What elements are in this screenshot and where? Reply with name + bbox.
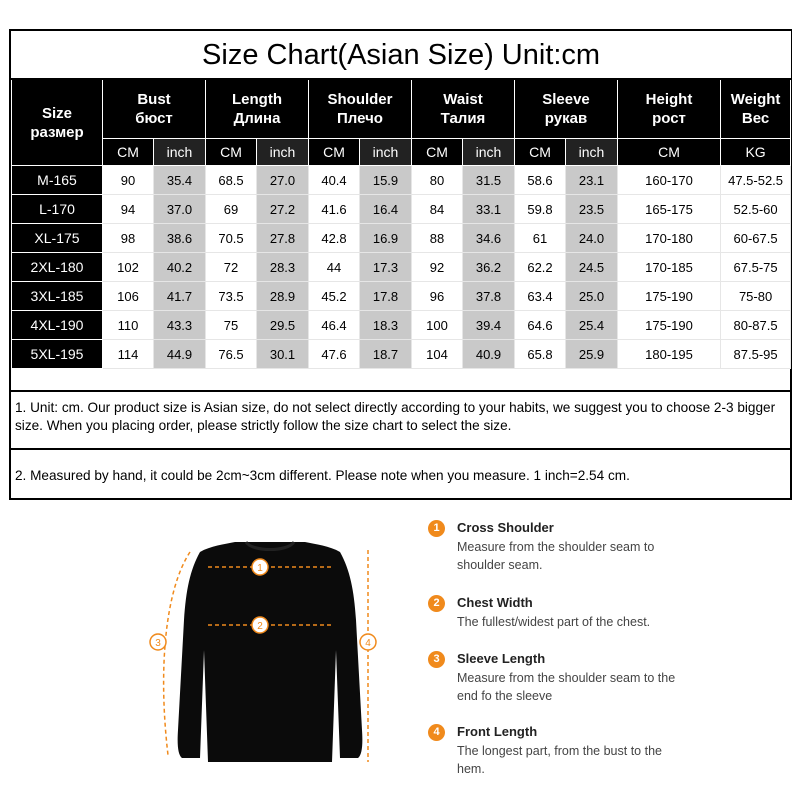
table-cell: 80 bbox=[412, 166, 463, 195]
table-cell: 46.4 bbox=[309, 311, 360, 340]
table-cell: 104 bbox=[412, 340, 463, 369]
column-header-sleeve: Sleeve рукав bbox=[515, 79, 618, 139]
table-row bbox=[12, 166, 791, 195]
table-cell-inch: 28.9 bbox=[257, 282, 309, 311]
table-cell: 170-180 bbox=[618, 224, 721, 253]
marker-1 bbox=[252, 559, 268, 575]
table-cell-inch: 24.0 bbox=[566, 224, 618, 253]
table-cell: 69 bbox=[206, 195, 257, 224]
table-cell: 59.8 bbox=[515, 195, 566, 224]
legend-description: Measure from the shoulder seam to the end fo the sleeve bbox=[457, 671, 676, 703]
table-cell: 106 bbox=[103, 282, 154, 311]
header-row bbox=[12, 79, 791, 139]
table-cell: 75 bbox=[206, 311, 257, 340]
table-cell: 70.5 bbox=[206, 224, 257, 253]
unit-cell: inch bbox=[154, 139, 206, 166]
table-cell: 52.5-60 bbox=[721, 195, 791, 224]
table-cell-inch: 41.7 bbox=[154, 282, 206, 311]
legend-title: Cross Shoulder bbox=[457, 520, 554, 535]
unit-cell: CM bbox=[412, 139, 463, 166]
size-chart bbox=[9, 29, 792, 500]
table-cell-inch: 23.1 bbox=[566, 166, 618, 195]
size-label: 2XL-180 bbox=[12, 253, 103, 282]
svg-text:3: 3 bbox=[155, 638, 161, 649]
unit-cell: inch bbox=[360, 139, 412, 166]
table-body bbox=[12, 166, 791, 369]
table-cell: 42.8 bbox=[309, 224, 360, 253]
table-cell: 114 bbox=[103, 340, 154, 369]
table-cell-inch: 34.6 bbox=[463, 224, 515, 253]
table-cell-inch: 17.8 bbox=[360, 282, 412, 311]
table-cell-inch: 28.3 bbox=[257, 253, 309, 282]
table-cell-inch: 27.0 bbox=[257, 166, 309, 195]
unit-cell: CM bbox=[618, 139, 721, 166]
table-cell-inch: 30.1 bbox=[257, 340, 309, 369]
table-cell-inch: 16.4 bbox=[360, 195, 412, 224]
table-cell: 94 bbox=[103, 195, 154, 224]
table-cell: 84 bbox=[412, 195, 463, 224]
table-cell-inch: 36.2 bbox=[463, 253, 515, 282]
column-header-weight: Weight Вес bbox=[721, 79, 791, 139]
table-cell: 100 bbox=[412, 311, 463, 340]
marker-2 bbox=[252, 617, 268, 633]
table-cell: 102 bbox=[103, 253, 154, 282]
table-row bbox=[12, 224, 791, 253]
table-cell: 61 bbox=[515, 224, 566, 253]
table-cell-inch: 24.5 bbox=[566, 253, 618, 282]
unit-cell: CM bbox=[515, 139, 566, 166]
unit-row bbox=[12, 139, 791, 166]
table-cell-inch: 18.7 bbox=[360, 340, 412, 369]
table-cell: 72 bbox=[206, 253, 257, 282]
table-cell-inch: 35.4 bbox=[154, 166, 206, 195]
table-cell-inch: 44.9 bbox=[154, 340, 206, 369]
legend-title: Front Length bbox=[457, 724, 538, 739]
table-cell-inch: 37.8 bbox=[463, 282, 515, 311]
svg-text:1: 1 bbox=[257, 563, 263, 574]
legend-number: 4 bbox=[428, 724, 445, 741]
marker-3 bbox=[150, 634, 166, 650]
column-header-bust: Bust бюст bbox=[103, 79, 206, 139]
table-cell: 60-67.5 bbox=[721, 224, 791, 253]
table-cell: 67.5-75 bbox=[721, 253, 791, 282]
table-cell-inch: 37.0 bbox=[154, 195, 206, 224]
size-label: 5XL-195 bbox=[12, 340, 103, 369]
size-label: XL-175 bbox=[12, 224, 103, 253]
table-cell: 73.5 bbox=[206, 282, 257, 311]
legend-description: Measure from the shoulder seam to shoulder seam. bbox=[457, 540, 655, 572]
unit-cell: inch bbox=[257, 139, 309, 166]
table-cell: 64.6 bbox=[515, 311, 566, 340]
sweater-illustration bbox=[140, 530, 400, 790]
table-cell-inch: 31.5 bbox=[463, 166, 515, 195]
unit-cell: CM bbox=[206, 139, 257, 166]
table-cell: 40.4 bbox=[309, 166, 360, 195]
size-label: 4XL-190 bbox=[12, 311, 103, 340]
table-cell-inch: 23.5 bbox=[566, 195, 618, 224]
note-measurement: 2. Measured by hand, it could be 2cm~3cm different. Please note when you measure. 1 inch=2.54 cm. bbox=[11, 448, 790, 498]
svg-text:2: 2 bbox=[257, 621, 263, 632]
table-cell: 90 bbox=[103, 166, 154, 195]
note-unit: 1. Unit: cm. Our product size is Asian size, do not select directly according to your habits, we suggest you to choose 2-3 bigger size. When you placing order, please strictly follow the size chart to select the size. bbox=[11, 390, 790, 448]
unit-cell: CM bbox=[103, 139, 154, 166]
chart-title: Size Chart(Asian Size) Unit:cm bbox=[12, 32, 791, 80]
table-cell: 98 bbox=[103, 224, 154, 253]
table-cell: 170-185 bbox=[618, 253, 721, 282]
column-header-height: Height рост bbox=[618, 79, 721, 139]
sweater-figure bbox=[140, 530, 400, 790]
unit-cell: CM bbox=[309, 139, 360, 166]
table-cell-inch: 15.9 bbox=[360, 166, 412, 195]
table-cell: 45.2 bbox=[309, 282, 360, 311]
table-row bbox=[12, 195, 791, 224]
table-cell-inch: 40.2 bbox=[154, 253, 206, 282]
svg-text:4: 4 bbox=[365, 638, 371, 649]
table-cell: 175-190 bbox=[618, 282, 721, 311]
column-header-shoulder: Shoulder Плечо bbox=[309, 79, 412, 139]
table-cell: 180-195 bbox=[618, 340, 721, 369]
table-row bbox=[12, 253, 791, 282]
table-cell: 58.6 bbox=[515, 166, 566, 195]
table-cell: 41.6 bbox=[309, 195, 360, 224]
legend-description: The fullest/widest part of the chest. bbox=[457, 615, 651, 629]
table-cell: 110 bbox=[103, 311, 154, 340]
table-cell-inch: 25.4 bbox=[566, 311, 618, 340]
table-cell-inch: 25.9 bbox=[566, 340, 618, 369]
table-cell: 75-80 bbox=[721, 282, 791, 311]
table-row bbox=[12, 311, 791, 340]
table-cell: 68.5 bbox=[206, 166, 257, 195]
table-cell: 80-87.5 bbox=[721, 311, 791, 340]
table-cell: 47.6 bbox=[309, 340, 360, 369]
legend-description: The longest part, from the bust to the hem. bbox=[457, 744, 662, 776]
table-cell-inch: 29.5 bbox=[257, 311, 309, 340]
table-cell: 47.5-52.5 bbox=[721, 166, 791, 195]
table-cell-inch: 40.9 bbox=[463, 340, 515, 369]
legend-number: 3 bbox=[428, 651, 445, 668]
table-cell: 87.5-95 bbox=[721, 340, 791, 369]
size-label: M-165 bbox=[12, 166, 103, 195]
legend-title: Sleeve Length bbox=[457, 651, 546, 666]
size-label: L-170 bbox=[12, 195, 103, 224]
table-cell-inch: 38.6 bbox=[154, 224, 206, 253]
unit-cell: inch bbox=[463, 139, 515, 166]
unit-cell: KG bbox=[721, 139, 791, 166]
size-table bbox=[11, 31, 791, 369]
marker-4 bbox=[360, 634, 376, 650]
unit-cell: inch bbox=[566, 139, 618, 166]
table-cell: 96 bbox=[412, 282, 463, 311]
table-cell: 88 bbox=[412, 224, 463, 253]
legend-title: Chest Width bbox=[457, 595, 533, 610]
table-cell-inch: 27.8 bbox=[257, 224, 309, 253]
sweater-shape bbox=[178, 542, 363, 762]
table-cell-inch: 27.2 bbox=[257, 195, 309, 224]
size-header: Size размер bbox=[12, 79, 103, 166]
table-cell-inch: 33.1 bbox=[463, 195, 515, 224]
table-cell: 175-190 bbox=[618, 311, 721, 340]
table-cell: 76.5 bbox=[206, 340, 257, 369]
table-cell: 62.2 bbox=[515, 253, 566, 282]
table-cell-inch: 16.9 bbox=[360, 224, 412, 253]
table-cell-inch: 17.3 bbox=[360, 253, 412, 282]
table-cell-inch: 25.0 bbox=[566, 282, 618, 311]
table-cell: 92 bbox=[412, 253, 463, 282]
table-row bbox=[12, 340, 791, 369]
table-cell: 44 bbox=[309, 253, 360, 282]
table-cell: 65.8 bbox=[515, 340, 566, 369]
legend-number: 2 bbox=[428, 595, 445, 612]
table-cell-inch: 18.3 bbox=[360, 311, 412, 340]
column-header-waist: Waist Талия bbox=[412, 79, 515, 139]
legend-number: 1 bbox=[428, 520, 445, 537]
table-cell: 165-175 bbox=[618, 195, 721, 224]
table-cell-inch: 39.4 bbox=[463, 311, 515, 340]
table-cell-inch: 43.3 bbox=[154, 311, 206, 340]
table-row bbox=[12, 282, 791, 311]
table-cell: 160-170 bbox=[618, 166, 721, 195]
table-cell: 63.4 bbox=[515, 282, 566, 311]
column-header-length: Length Длина bbox=[206, 79, 309, 139]
size-label: 3XL-185 bbox=[12, 282, 103, 311]
